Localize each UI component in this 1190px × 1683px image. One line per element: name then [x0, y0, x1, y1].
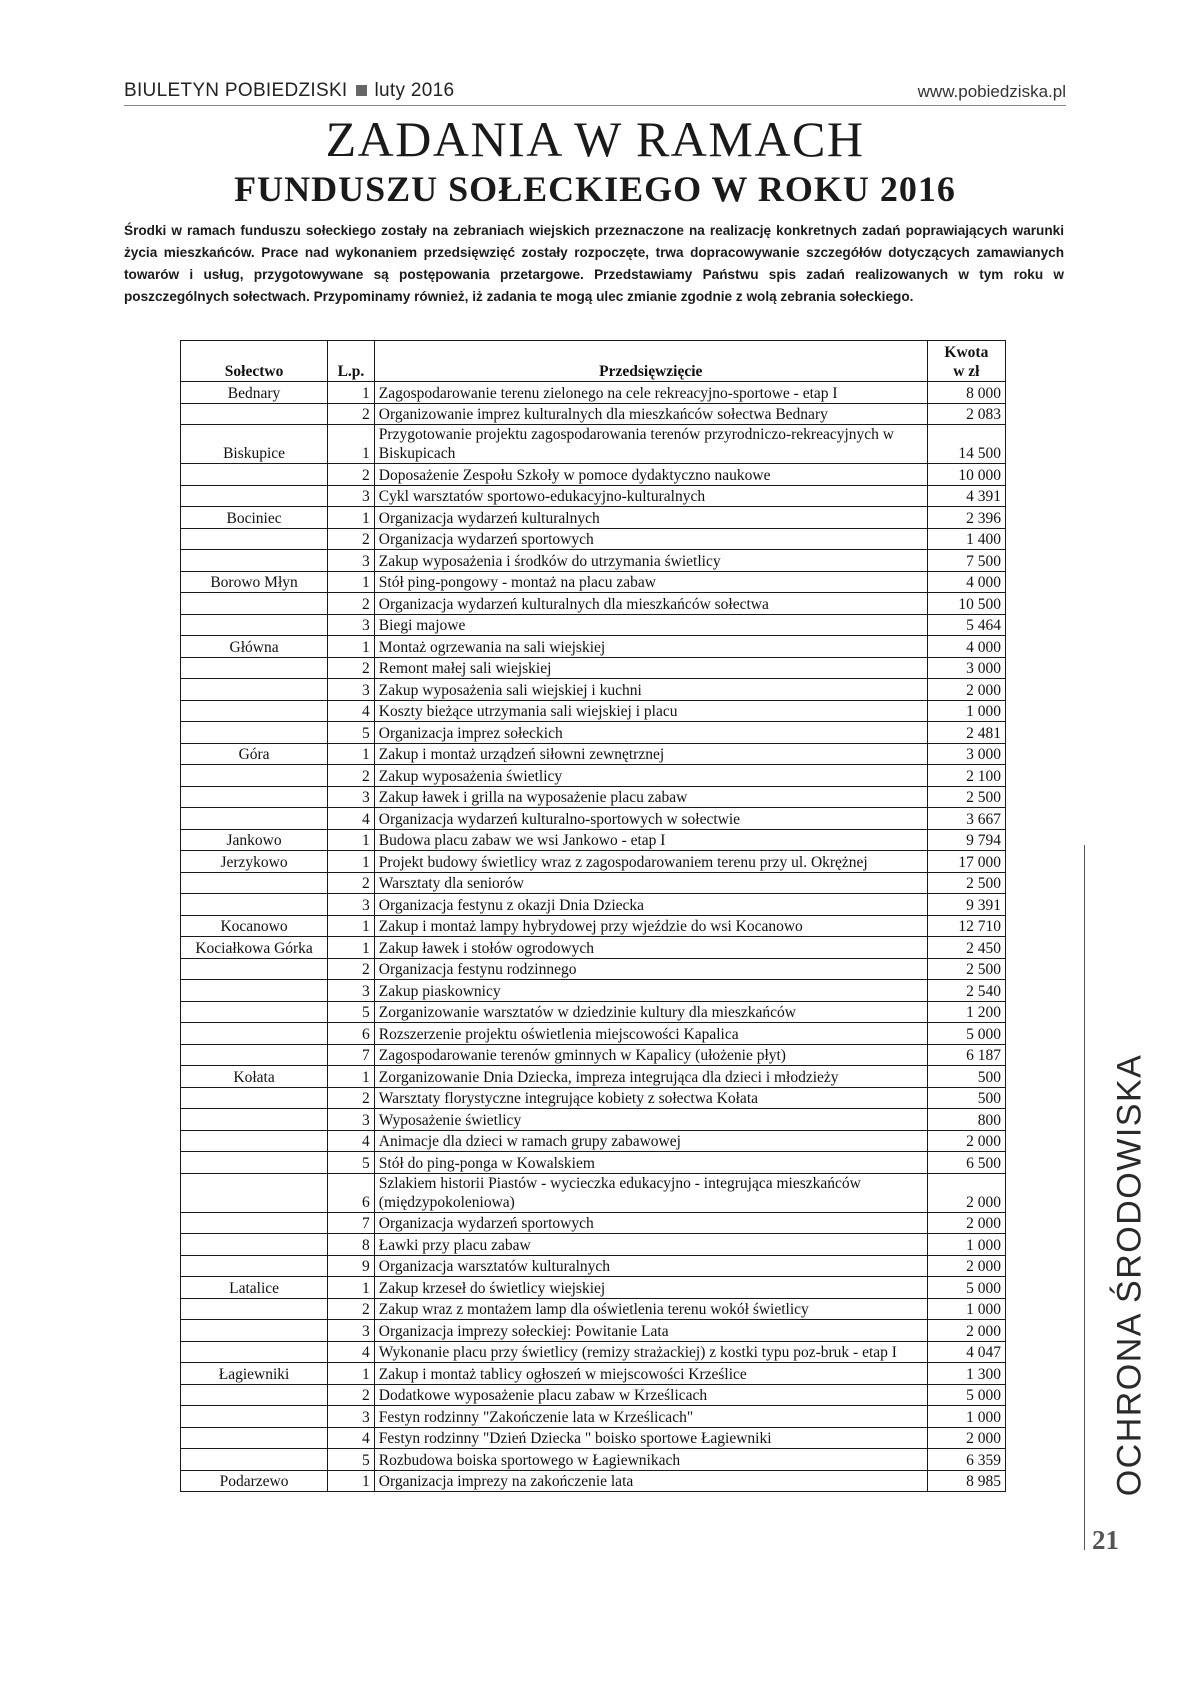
table-row — [181, 1130, 1006, 1152]
cell-lp: 5 — [328, 1449, 375, 1471]
cell-kwota: 8 000 — [927, 382, 1005, 404]
cell-lp: 3 — [328, 786, 375, 808]
table-row — [181, 403, 1006, 425]
cell-solectwo — [181, 980, 328, 1002]
header-solectwo: Sołectwo — [181, 341, 328, 382]
cell-solectwo — [181, 958, 328, 980]
cell-przedsiewziecie: Organizacja wydarzeń sportowych — [374, 1212, 927, 1234]
cell-solectwo: Biskupice — [181, 425, 328, 464]
cell-przedsiewziecie: Remont małej sali wiejskiej — [374, 657, 927, 679]
cell-przedsiewziecie: Zakup i montaż lampy hybrydowej przy wjeździe do wsi Kocanowo — [374, 915, 927, 937]
section-label: OCHRONA ŚRODOWISKA — [1110, 1053, 1149, 1497]
cell-lp: 5 — [328, 1001, 375, 1023]
cell-kwota: 9 794 — [927, 829, 1005, 851]
cell-kwota: 14 500 — [927, 425, 1005, 464]
table-row — [181, 1044, 1006, 1066]
cell-kwota: 2 450 — [927, 937, 1005, 959]
cell-przedsiewziecie: Przygotowanie projektu zagospodarowania terenów przyrodniczo-rekreacyjnych w Biskupicach — [374, 425, 927, 464]
cell-solectwo — [181, 679, 328, 701]
cell-kwota: 2 083 — [927, 403, 1005, 425]
cell-solectwo — [181, 550, 328, 572]
table-row — [181, 851, 1006, 873]
cell-przedsiewziecie: Zagospodarowanie terenów gminnych w Kapalicy (ułożenie płyt) — [374, 1044, 927, 1066]
cell-lp: 3 — [328, 1320, 375, 1342]
table-row — [181, 1320, 1006, 1342]
cell-solectwo — [181, 1427, 328, 1449]
cell-kwota: 2 000 — [927, 1173, 1005, 1212]
cell-przedsiewziecie: Zakup wraz z montażem lamp dla oświetlenia terenu wokół świetlicy — [374, 1298, 927, 1320]
cell-kwota: 7 500 — [927, 550, 1005, 572]
cell-kwota: 1 400 — [927, 528, 1005, 550]
cell-przedsiewziecie: Zakup wyposażenia i środków do utrzymania świetlicy — [374, 550, 927, 572]
cell-solectwo — [181, 1449, 328, 1471]
cell-kwota: 2 000 — [927, 1130, 1005, 1152]
cell-lp: 5 — [328, 722, 375, 744]
page-number: 21 — [1092, 1525, 1119, 1555]
funds-table — [180, 340, 1006, 1492]
cell-przedsiewziecie: Doposażenie Zespołu Szkoły w pomoce dydaktyczno naukowe — [374, 464, 927, 486]
cell-solectwo: Góra — [181, 743, 328, 765]
cell-solectwo — [181, 1152, 328, 1174]
table-row — [181, 593, 1006, 615]
cell-kwota: 10 000 — [927, 464, 1005, 486]
table-row — [181, 980, 1006, 1002]
cell-lp: 1 — [328, 937, 375, 959]
cell-kwota: 4 000 — [927, 571, 1005, 593]
cell-lp: 1 — [328, 915, 375, 937]
cell-solectwo: Bednary — [181, 382, 328, 404]
table-row — [181, 1406, 1006, 1428]
table-header-row — [181, 341, 1006, 382]
cell-kwota: 1 300 — [927, 1363, 1005, 1385]
page-header — [124, 80, 1066, 104]
cell-przedsiewziecie: Cykl warsztatów sportowo-edukacyjno-kulturalnych — [374, 485, 927, 507]
header-kwota-line2: w zł — [953, 363, 980, 380]
cell-kwota: 2 500 — [927, 872, 1005, 894]
cell-solectwo — [181, 722, 328, 744]
cell-lp: 2 — [328, 872, 375, 894]
cell-solectwo: Kociałkowa Górka — [181, 937, 328, 959]
cell-kwota: 2 500 — [927, 958, 1005, 980]
cell-solectwo — [181, 1320, 328, 1342]
cell-lp: 2 — [328, 1087, 375, 1109]
cell-solectwo — [181, 614, 328, 636]
table-row — [181, 425, 1006, 464]
cell-przedsiewziecie: Zakup wyposażenia sali wiejskiej i kuchni — [374, 679, 927, 701]
cell-kwota: 5 000 — [927, 1277, 1005, 1299]
cell-lp: 6 — [328, 1023, 375, 1045]
cell-solectwo — [181, 1130, 328, 1152]
cell-przedsiewziecie: Biegi majowe — [374, 614, 927, 636]
cell-lp: 2 — [328, 593, 375, 615]
table-row — [181, 1001, 1006, 1023]
cell-lp: 1 — [328, 1277, 375, 1299]
cell-solectwo — [181, 808, 328, 830]
cell-solectwo — [181, 786, 328, 808]
cell-przedsiewziecie: Organizacja festynu z okazji Dnia Dziecka — [374, 894, 927, 916]
table-row — [181, 786, 1006, 808]
cell-lp: 3 — [328, 1109, 375, 1131]
cell-solectwo — [181, 1234, 328, 1256]
cell-lp: 1 — [328, 851, 375, 873]
cell-przedsiewziecie: Warsztaty dla seniorów — [374, 872, 927, 894]
cell-kwota: 4 000 — [927, 636, 1005, 658]
cell-lp: 4 — [328, 808, 375, 830]
table-row — [181, 722, 1006, 744]
table-row — [181, 1384, 1006, 1406]
cell-przedsiewziecie: Festyn rodzinny "Dzień Dziecka " boisko sportowe Łagiewniki — [374, 1427, 927, 1449]
cell-przedsiewziecie: Organizacja imprezy sołeckiej: Powitanie Lata — [374, 1320, 927, 1342]
cell-przedsiewziecie: Projekt budowy świetlicy wraz z zagospodarowaniem terenu przy ul. Okrężnej — [374, 851, 927, 873]
header-lp: L.p. — [328, 341, 375, 382]
table-row — [181, 636, 1006, 658]
cell-solectwo — [181, 657, 328, 679]
cell-lp: 9 — [328, 1255, 375, 1277]
cell-solectwo — [181, 872, 328, 894]
cell-solectwo — [181, 1023, 328, 1045]
cell-lp: 1 — [328, 1363, 375, 1385]
cell-lp: 6 — [328, 1173, 375, 1212]
table-row — [181, 937, 1006, 959]
cell-lp: 2 — [328, 657, 375, 679]
cell-kwota: 2 000 — [927, 1320, 1005, 1342]
cell-kwota: 10 500 — [927, 593, 1005, 615]
cell-przedsiewziecie: Zorganizowanie Dnia Dziecka, impreza integrująca dla dzieci i młodzieży — [374, 1066, 927, 1088]
cell-lp: 2 — [328, 1384, 375, 1406]
cell-przedsiewziecie: Koszty bieżące utrzymania sali wiejskiej i placu — [374, 700, 927, 722]
cell-lp: 2 — [328, 958, 375, 980]
publication-info — [124, 80, 454, 102]
cell-przedsiewziecie: Wykonanie placu przy świetlicy (remizy strażackiej) z kostki typu poz-bruk - etap I — [374, 1341, 927, 1363]
cell-kwota: 2 396 — [927, 507, 1005, 529]
cell-przedsiewziecie: Zagospodarowanie terenu zielonego na cele rekreacyjno-sportowe - etap I — [374, 382, 927, 404]
cell-solectwo: Podarzewo — [181, 1470, 328, 1492]
cell-lp: 2 — [328, 464, 375, 486]
cell-przedsiewziecie: Organizacja imprez sołeckich — [374, 722, 927, 744]
cell-lp: 3 — [328, 550, 375, 572]
cell-przedsiewziecie: Zakup krzeseł do świetlicy wiejskiej — [374, 1277, 927, 1299]
cell-przedsiewziecie: Organizacja wydarzeń kulturalno-sportowych w sołectwie — [374, 808, 927, 830]
cell-kwota: 6 359 — [927, 1449, 1005, 1471]
cell-lp: 4 — [328, 1341, 375, 1363]
cell-przedsiewziecie: Warsztaty florystyczne integrujące kobiety z sołectwa Kołata — [374, 1087, 927, 1109]
cell-lp: 3 — [328, 614, 375, 636]
cell-lp: 3 — [328, 485, 375, 507]
table-row — [181, 808, 1006, 830]
table-row — [181, 1449, 1006, 1471]
cell-przedsiewziecie: Zakup i montaż tablicy ogłoszeń w miejscowości Krześlice — [374, 1363, 927, 1385]
cell-kwota: 6 500 — [927, 1152, 1005, 1174]
cell-lp: 2 — [328, 1298, 375, 1320]
cell-kwota: 2 000 — [927, 1427, 1005, 1449]
cell-lp: 1 — [328, 1066, 375, 1088]
cell-przedsiewziecie: Wyposażenie świetlicy — [374, 1109, 927, 1131]
table-row — [181, 743, 1006, 765]
cell-kwota: 3 667 — [927, 808, 1005, 830]
cell-przedsiewziecie: Rozszerzenie projektu oświetlenia miejscowości Kapalica — [374, 1023, 927, 1045]
cell-kwota: 2 000 — [927, 1255, 1005, 1277]
cell-kwota: 1 200 — [927, 1001, 1005, 1023]
cell-solectwo: Kołata — [181, 1066, 328, 1088]
cell-lp: 4 — [328, 1427, 375, 1449]
table-row — [181, 1109, 1006, 1131]
table-row — [181, 1298, 1006, 1320]
cell-przedsiewziecie: Zakup ławek i stołów ogrodowych — [374, 937, 927, 959]
cell-kwota: 5 000 — [927, 1023, 1005, 1045]
table-row — [181, 1066, 1006, 1088]
table-row — [181, 507, 1006, 529]
cell-przedsiewziecie: Festyn rodzinny "Zakończenie lata w Krześlicach" — [374, 1406, 927, 1428]
cell-lp: 1 — [328, 636, 375, 658]
cell-kwota: 1 000 — [927, 700, 1005, 722]
separator-square-icon — [356, 85, 367, 96]
cell-solectwo: Latalice — [181, 1277, 328, 1299]
cell-kwota: 1 000 — [927, 1234, 1005, 1256]
table-row — [181, 528, 1006, 550]
table-row — [181, 765, 1006, 787]
cell-kwota: 9 391 — [927, 894, 1005, 916]
cell-lp: 8 — [328, 1234, 375, 1256]
cell-solectwo: Łagiewniki — [181, 1363, 328, 1385]
cell-kwota: 5 464 — [927, 614, 1005, 636]
cell-kwota: 2 540 — [927, 980, 1005, 1002]
table-row — [181, 1255, 1006, 1277]
cell-solectwo: Bociniec — [181, 507, 328, 529]
page-subtitle: FUNDUSZU SOŁECKIEGO W ROKU 2016 — [234, 169, 956, 209]
cell-kwota: 500 — [927, 1087, 1005, 1109]
cell-przedsiewziecie: Stół ping-pongowy - montaż na placu zabaw — [374, 571, 927, 593]
header-przedsiewziecie: Przedsięwzięcie — [374, 341, 927, 382]
cell-solectwo — [181, 464, 328, 486]
cell-przedsiewziecie: Budowa placu zabaw we wsi Jankowo - etap I — [374, 829, 927, 851]
cell-solectwo: Główna — [181, 636, 328, 658]
cell-lp: 3 — [328, 679, 375, 701]
table-row — [181, 1212, 1006, 1234]
cell-kwota: 500 — [927, 1066, 1005, 1088]
cell-solectwo — [181, 1341, 328, 1363]
cell-lp: 1 — [328, 743, 375, 765]
table-row — [181, 657, 1006, 679]
header-kwota — [927, 341, 1005, 382]
cell-solectwo — [181, 1087, 328, 1109]
table-row — [181, 1470, 1006, 1492]
cell-lp: 1 — [328, 1470, 375, 1492]
issue-date: luty 2016 — [374, 80, 455, 101]
cell-solectwo — [181, 700, 328, 722]
cell-przedsiewziecie: Zakup ławek i grilla na wyposażenie placu zabaw — [374, 786, 927, 808]
cell-kwota: 4 391 — [927, 485, 1005, 507]
cell-przedsiewziecie: Montaż ogrzewania na sali wiejskiej — [374, 636, 927, 658]
table-row — [181, 1427, 1006, 1449]
header-divider — [124, 105, 1066, 106]
table-row — [181, 1152, 1006, 1174]
cell-przedsiewziecie: Organizacja wydarzeń kulturalnych — [374, 507, 927, 529]
cell-przedsiewziecie: Zakup i montaż urządzeń siłowni zewnętrznej — [374, 743, 927, 765]
cell-solectwo: Jerzykowo — [181, 851, 328, 873]
table-row — [181, 894, 1006, 916]
cell-lp: 2 — [328, 528, 375, 550]
header-kwota-line1: Kwota — [944, 344, 989, 361]
cell-lp: 3 — [328, 980, 375, 1002]
cell-solectwo — [181, 403, 328, 425]
table-row — [181, 1277, 1006, 1299]
table-row — [181, 485, 1006, 507]
cell-przedsiewziecie: Organizacja warsztatów kulturalnych — [374, 1255, 927, 1277]
table-row — [181, 464, 1006, 486]
cell-solectwo — [181, 485, 328, 507]
table-row — [181, 829, 1006, 851]
cell-solectwo — [181, 1212, 328, 1234]
cell-kwota: 2 000 — [927, 679, 1005, 701]
cell-przedsiewziecie: Organizacja wydarzeń kulturalnych dla mieszkańców sołectwa — [374, 593, 927, 615]
table-row — [181, 1173, 1006, 1212]
table-row — [181, 382, 1006, 404]
cell-lp: 7 — [328, 1044, 375, 1066]
table-row — [181, 872, 1006, 894]
cell-kwota: 8 985 — [927, 1470, 1005, 1492]
cell-lp: 4 — [328, 700, 375, 722]
cell-solectwo — [181, 1384, 328, 1406]
sidebar-divider — [1084, 845, 1085, 1550]
cell-kwota: 1 000 — [927, 1406, 1005, 1428]
cell-przedsiewziecie: Dodatkowe wyposażenie placu zabaw w Krześlicach — [374, 1384, 927, 1406]
website-url: www.pobiedziska.pl — [917, 82, 1066, 101]
cell-solectwo — [181, 765, 328, 787]
table-row — [181, 614, 1006, 636]
cell-przedsiewziecie: Organizowanie imprez kulturalnych dla mieszkańców sołectwa Bednary — [374, 403, 927, 425]
cell-lp: 1 — [328, 425, 375, 464]
table-row — [181, 679, 1006, 701]
cell-przedsiewziecie: Rozbudowa boiska sportowego w Łagiewnikach — [374, 1449, 927, 1471]
cell-lp: 2 — [328, 765, 375, 787]
table-row — [181, 1087, 1006, 1109]
table-row — [181, 550, 1006, 572]
cell-kwota: 2 000 — [927, 1212, 1005, 1234]
cell-lp: 1 — [328, 571, 375, 593]
table-row — [181, 1023, 1006, 1045]
cell-solectwo — [181, 1298, 328, 1320]
cell-solectwo — [181, 1044, 328, 1066]
cell-przedsiewziecie: Zakup wyposażenia świetlicy — [374, 765, 927, 787]
cell-lp: 4 — [328, 1130, 375, 1152]
cell-kwota: 800 — [927, 1109, 1005, 1131]
table-row — [181, 1234, 1006, 1256]
publication-name: BIULETYN POBIEDZISKI — [124, 80, 348, 101]
cell-lp: 2 — [328, 403, 375, 425]
cell-kwota: 12 710 — [927, 915, 1005, 937]
cell-kwota: 3 000 — [927, 743, 1005, 765]
cell-kwota: 1 000 — [927, 1298, 1005, 1320]
cell-lp: 5 — [328, 1152, 375, 1174]
cell-lp: 7 — [328, 1212, 375, 1234]
cell-przedsiewziecie: Szlakiem historii Piastów - wycieczka edukacyjno - integrująca mieszkańców (międzypokoleniowa) — [374, 1173, 927, 1212]
cell-kwota: 5 000 — [927, 1384, 1005, 1406]
cell-przedsiewziecie: Animacje dla dzieci w ramach grupy zabawowej — [374, 1130, 927, 1152]
cell-kwota: 6 187 — [927, 1044, 1005, 1066]
cell-solectwo — [181, 1255, 328, 1277]
cell-solectwo — [181, 528, 328, 550]
cell-lp: 1 — [328, 829, 375, 851]
cell-solectwo — [181, 894, 328, 916]
cell-solectwo — [181, 1001, 328, 1023]
page-title: ZADANIA W RAMACH — [325, 111, 865, 167]
cell-przedsiewziecie: Stół do ping-ponga w Kowalskiem — [374, 1152, 927, 1174]
cell-przedsiewziecie: Organizacja festynu rodzinnego — [374, 958, 927, 980]
intro-paragraph: Środki w ramach funduszu sołeckiego zostały na zebraniach wiejskich przeznaczone na realizację konkretnych zadań poprawiających warunki życia mieszkańców. Prace nad wykonaniem przedsięwzięć zostały rozpoczęte, trwa dopracowywanie szczegółów dotyczących zamawianych towarów i usług, przygotowywane są postępowania przetargowe. Przedstawiamy Państwu spis zadań realizowanych w tym roku w poszczególnych sołectwach. Przypominamy również, iż zadania te mogą ulec zmianie zgodnie z wolą zebrania sołeckiego. — [124, 223, 1064, 304]
cell-lp: 1 — [328, 382, 375, 404]
table-row — [181, 1363, 1006, 1385]
table-row — [181, 1341, 1006, 1363]
cell-lp: 3 — [328, 894, 375, 916]
cell-przedsiewziecie: Ławki przy placu zabaw — [374, 1234, 927, 1256]
cell-kwota: 2 500 — [927, 786, 1005, 808]
cell-kwota: 2 481 — [927, 722, 1005, 744]
cell-przedsiewziecie: Organizacja imprezy na zakończenie lata — [374, 1470, 927, 1492]
table-row — [181, 571, 1006, 593]
cell-solectwo — [181, 1173, 328, 1212]
cell-solectwo: Jankowo — [181, 829, 328, 851]
cell-kwota: 2 100 — [927, 765, 1005, 787]
table-row — [181, 915, 1006, 937]
cell-kwota: 3 000 — [927, 657, 1005, 679]
cell-solectwo — [181, 593, 328, 615]
cell-lp: 1 — [328, 507, 375, 529]
cell-solectwo — [181, 1109, 328, 1131]
cell-lp: 3 — [328, 1406, 375, 1428]
cell-przedsiewziecie: Zakup piaskownicy — [374, 980, 927, 1002]
cell-przedsiewziecie: Zorganizowanie warsztatów w dziedzinie kultury dla mieszkańców — [374, 1001, 927, 1023]
table-row — [181, 958, 1006, 980]
cell-solectwo: Borowo Młyn — [181, 571, 328, 593]
table-body — [181, 382, 1006, 1492]
table-row — [181, 700, 1006, 722]
cell-przedsiewziecie: Organizacja wydarzeń sportowych — [374, 528, 927, 550]
cell-solectwo — [181, 1406, 328, 1428]
cell-solectwo: Kocanowo — [181, 915, 328, 937]
cell-kwota: 4 047 — [927, 1341, 1005, 1363]
cell-kwota: 17 000 — [927, 851, 1005, 873]
